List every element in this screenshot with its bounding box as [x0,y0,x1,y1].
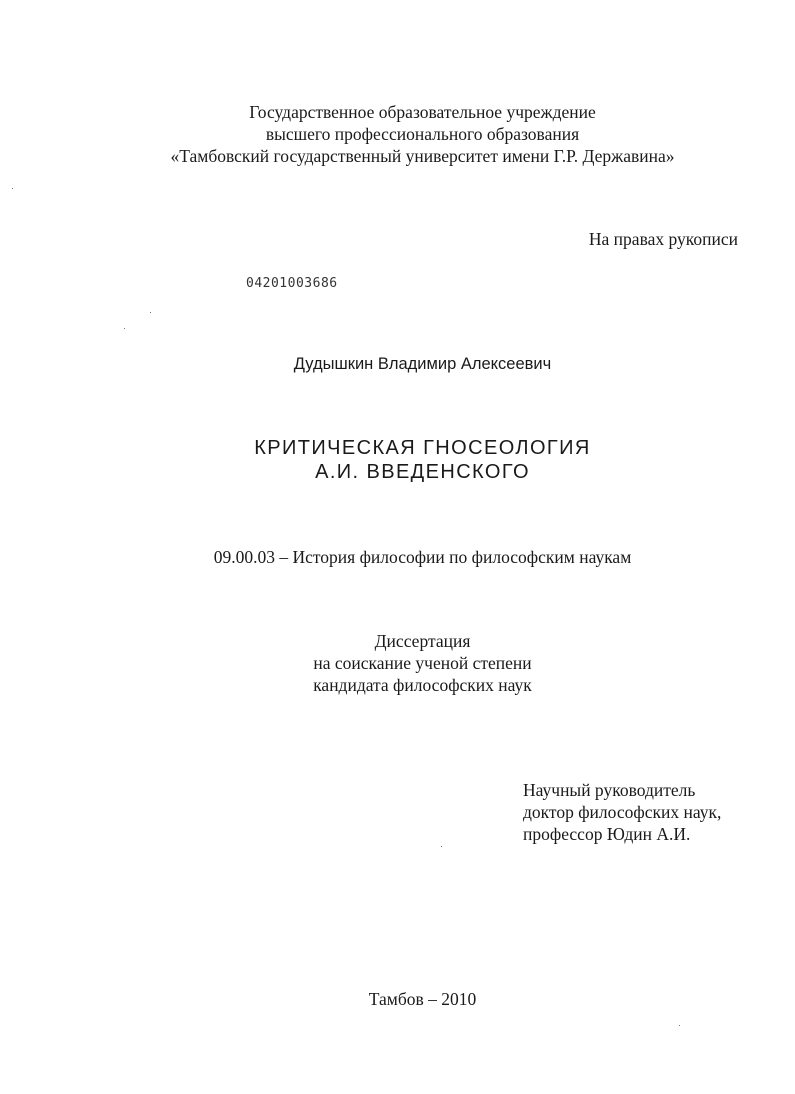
scan-speck [441,846,442,847]
supervisor-line-2: доктор философских наук, [523,802,722,822]
institution-line-2: высшего профессионального образования [265,124,580,144]
degree-line-1: Диссертация [374,631,471,651]
manuscript-note: На правах рукописи [588,229,738,249]
scan-speck [150,312,151,313]
title-line-1: КРИТИЧЕСКАЯ ГНОСЕОЛОГИЯ [254,437,591,459]
scan-speck [679,1025,680,1026]
city-and-year: Тамбов – 2010 [368,989,477,1009]
scan-speck [124,328,125,329]
institution-line-1: Государственное образовательное учреждение [249,102,596,122]
supervisor-line-1: Научный руководитель [523,780,696,800]
institution-line-3: «Тамбовский государственный университет имени Г.Р. Державина» [170,146,675,166]
title-line-2: А.И. ВВЕДЕНСКОГО [315,461,530,483]
degree-statement [0,630,795,696]
scan-speck [12,188,13,189]
degree-line-3: кандидата философских наук [313,675,532,695]
supervisor-line-3: профессор Юдин А.И. [523,824,691,844]
dissertation-title [0,436,795,484]
institution-header [0,101,795,167]
inventory-number-stamp: 04201003686 [246,276,338,291]
author-name: Дудышкин Владимир Алексеевич [293,355,552,373]
degree-line-2: на соискание ученой степени [313,653,532,673]
specialty-code: 09.00.03 – История философии по философским наукам [213,547,632,567]
scientific-supervisor [523,779,721,845]
